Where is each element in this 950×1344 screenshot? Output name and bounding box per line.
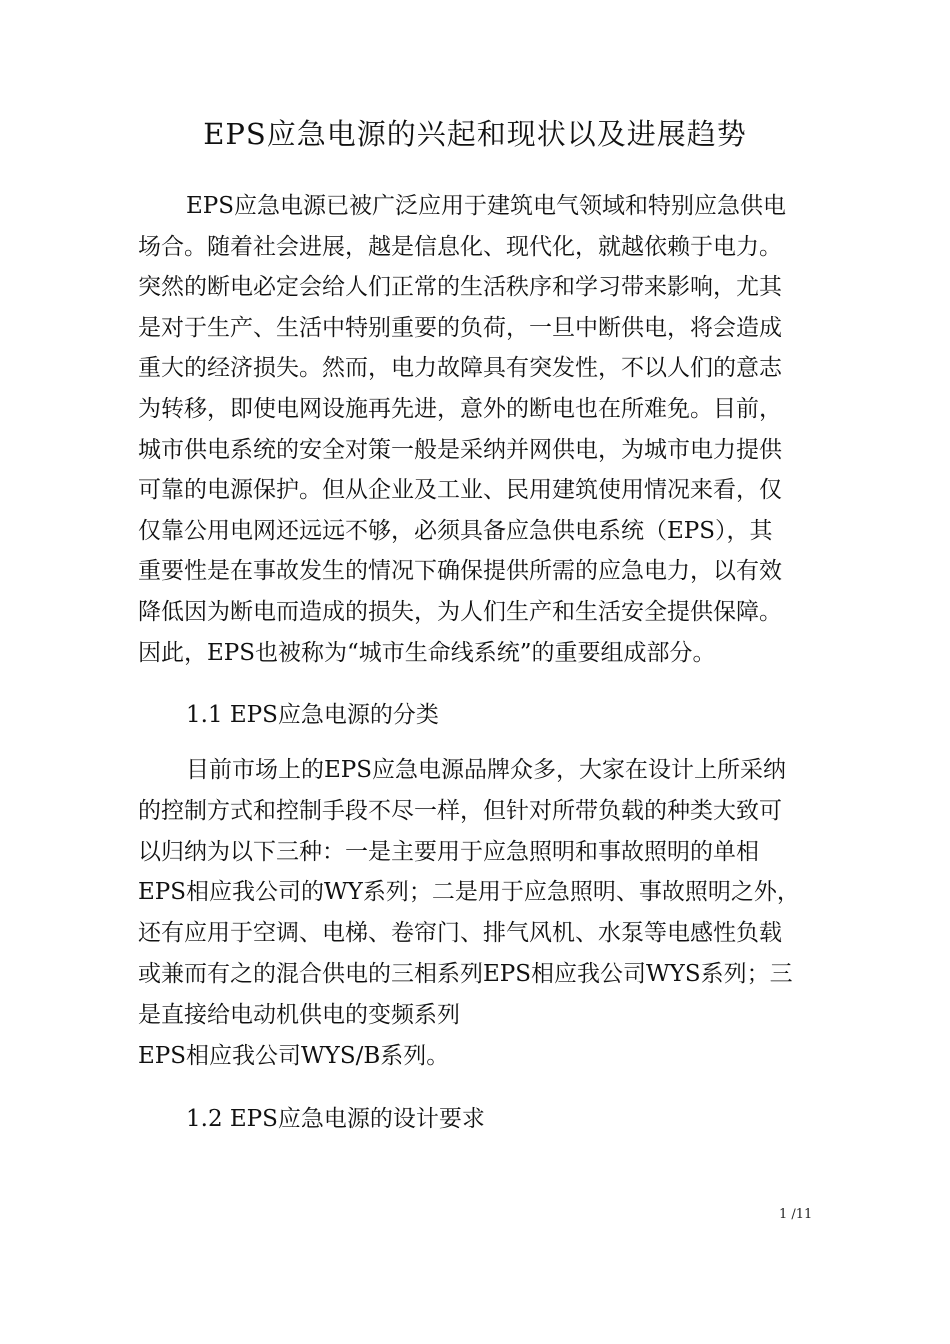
paragraph-intro xyxy=(138,186,828,673)
paragraph-line: 重大的经济损失。然而，电力故障具有突发性，不以人们的意志 xyxy=(138,355,782,382)
paragraph-line: 以归纳为以下三种：一是主要用于应急照明和事故照明的单相 xyxy=(138,838,759,865)
paragraph-line: 城市供电系统的安全对策一般是采纳并网供电，为城市电力提供 xyxy=(138,436,782,463)
paragraph-line: 因此，EPS也被称为“城市生命线系统”的重要组成部分。 xyxy=(138,639,716,666)
paragraph-line: 是直接给电动机供电的变频系列 xyxy=(138,1001,460,1028)
paragraph-line: EPS相应我公司WYS/B系列。 xyxy=(138,1042,450,1069)
paragraph-line: 还有应用于空调、电梯、卷帘门、排气风机、水泵等电感性负载 xyxy=(138,920,782,947)
paragraph-line: 的控制方式和控制手段不尽一样，但针对所带负载的种类大致可 xyxy=(138,797,782,824)
paragraph-line: 或兼而有之的混合供电的三相系列EPS相应我公司WYS系列；三 xyxy=(138,960,793,987)
paragraph-line: 可靠的电源保护。但从企业及工业、民用建筑使用情况来看，仅 xyxy=(138,477,782,504)
paragraph-line: 重要性是在事故发生的情况下确保提供所需的应急电力，以有效 xyxy=(138,558,782,585)
paragraph-line: EPS应急电源已被广泛应用于建筑电气领域和特别应急供电 xyxy=(186,193,787,219)
document-title: EPS应急电源的兴起和现状以及进展趋势 xyxy=(203,117,747,151)
paragraph-line: 仅靠公用电网还远远不够，必须具备应急供电系统（EPS），其 xyxy=(138,517,773,544)
paragraph-line: 降低因为断电而造成的损失，为人们生产和生活安全提供保障。 xyxy=(138,598,782,625)
paragraph-line: EPS相应我公司的WY系列；二是用于应急照明、事故照明之外， xyxy=(138,879,800,906)
section-heading-1-1: 1.1 EPS应急电源的分类 xyxy=(186,702,439,728)
paragraph-line: 突然的断电必定会给人们正常的生活秩序和学习带来影响，尤其 xyxy=(138,274,782,301)
section-heading-1-2: 1.2 EPS应急电源的设计要求 xyxy=(186,1106,485,1132)
paragraph-classification xyxy=(138,750,828,1076)
page-number: 1 /11 xyxy=(779,1207,813,1222)
paragraph-line: 为转移，即使电网设施再先进，意外的断电也在所难免。目前， xyxy=(138,395,782,422)
paragraph-line: 目前市场上的EPS应急电源品牌众多，大家在设计上所采纳 xyxy=(186,757,787,783)
paragraph-line: 场合。随着社会进展，越是信息化、现代化，就越依赖于电力。 xyxy=(138,233,782,260)
paragraph-line: 是对于生产、生活中特别重要的负荷，一旦中断供电，将会造成 xyxy=(138,314,782,341)
